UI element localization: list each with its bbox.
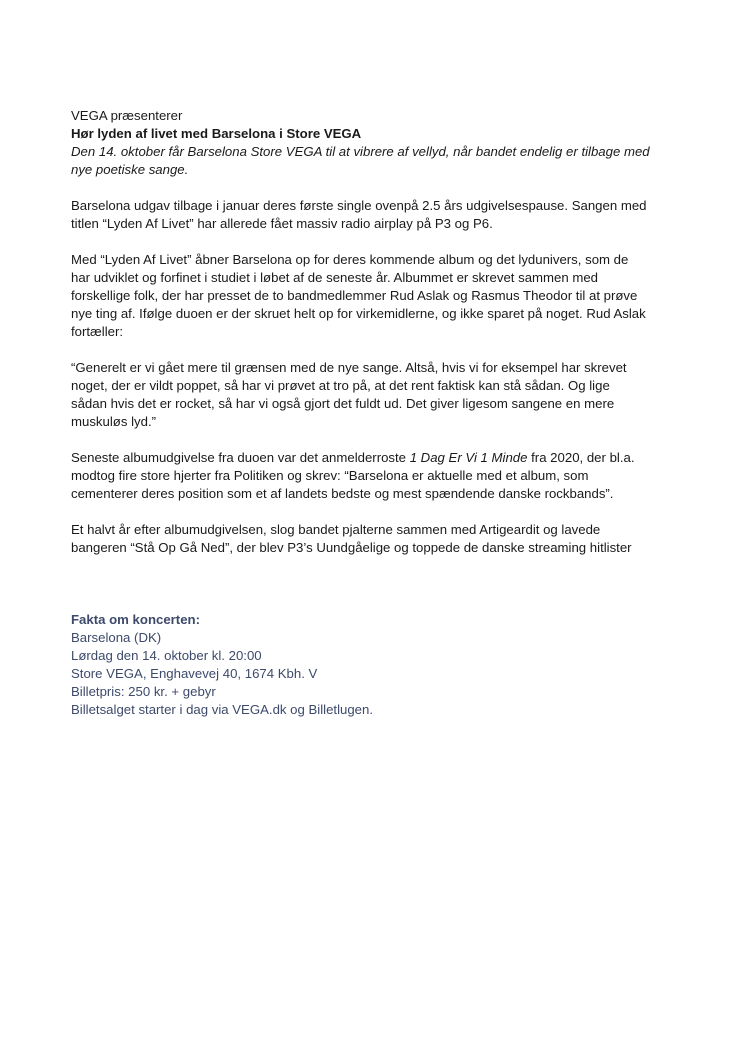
paragraph-line: har udviklet og forfinet i studiet i løbet af de seneste år. Albummet er skrevet sammen med: [71, 270, 599, 285]
spacer: [71, 575, 681, 611]
lead-paragraph: [71, 143, 681, 179]
concert-facts: [71, 611, 681, 719]
paragraph-5: [71, 521, 681, 557]
paragraph-line: cementerer deres position som et af landets bedste og mest spændende danske rockbands”.: [71, 486, 614, 501]
press-release: [71, 107, 681, 719]
paragraph-line: forskellige folk, der har presset de to bandmedlemmer Rud Aslak og Rasmus Theodor til at prøve: [71, 288, 638, 303]
paragraph-line: Barselona udgav tilbage i januar deres første single ovenpå 2.5 års udgivelsespause. Sangen med: [71, 198, 647, 213]
quote-line: noget, der er vildt poppet, så har vi prøvet at tro på, at det rent faktisk kan stå sådan. Og lige: [71, 378, 610, 393]
text-segment: fra 2020, der bl.a.: [527, 450, 635, 465]
quote-paragraph: [71, 359, 681, 431]
facts-line: Lørdag den 14. oktober kl. 20:00: [71, 648, 262, 663]
paragraph-line: Med “Lyden Af Livet” åbner Barselona op for deres kommende album og det lydunivers, som de: [71, 252, 629, 267]
headline: Hør lyden af livet med Barselona i Store VEGA: [71, 126, 362, 141]
paragraph-line: nye ting af. Ifølge duoen er der skruet helt op for virkemidlerne, og ikke sparet på noget. Rud Aslak: [71, 306, 646, 321]
paragraph-line: [71, 449, 681, 467]
paragraph-2: [71, 251, 681, 341]
paragraph-line: bangeren “Stå Op Gå Ned”, der blev P3’s Uundgåelige og toppede de danske streaming hitlister: [71, 540, 632, 555]
paragraph-line: Et halvt år efter albumudgivelsen, slog bandet pjalterne sammen med Artigeardit og lavede: [71, 522, 601, 537]
facts-line: Store VEGA, Enghavevej 40, 1674 Kbh. V: [71, 666, 318, 681]
paragraph-line: modtog fire store hjerter fra Politiken og skrev: “Barselona er aktuelle med et album, som: [71, 468, 589, 483]
quote-line: muskuløs lyd.”: [71, 414, 156, 429]
facts-line: Barselona (DK): [71, 630, 162, 645]
facts-line: Billetsalget starter i dag via VEGA.dk og Billetlugen.: [71, 702, 374, 717]
quote-line: “Generelt er vi gået mere til grænsen med de nye sange. Altså, hvis vi for eksempel har skrevet: [71, 360, 627, 375]
presenter-line: VEGA præsenterer: [71, 108, 183, 123]
lead-line: Den 14. oktober får Barselona Store VEGA til at vibrere af vellyd, når bandet endelig er tilbage med: [71, 144, 650, 159]
paragraph-line: fortæller:: [71, 324, 124, 339]
album-title: 1 Dag Er Vi 1 Minde: [409, 450, 528, 465]
facts-heading: Fakta om koncerten:: [71, 612, 200, 627]
lead-line: nye poetiske sange.: [71, 162, 189, 177]
paragraph-1: [71, 197, 681, 233]
quote-line: sådan hvis det er rocket, så har vi også gjort det fuldt ud. Det giver ligesom sangene en mere: [71, 396, 615, 411]
facts-line: Billetpris: 250 kr. + gebyr: [71, 684, 216, 699]
paragraph-4: [71, 449, 681, 503]
paragraph-line: titlen “Lyden Af Livet” har allerede fået massiv radio airplay på P3 og P6.: [71, 216, 493, 231]
text-segment: Seneste albumudgivelse fra duoen var det anmelderroste: [71, 450, 410, 465]
